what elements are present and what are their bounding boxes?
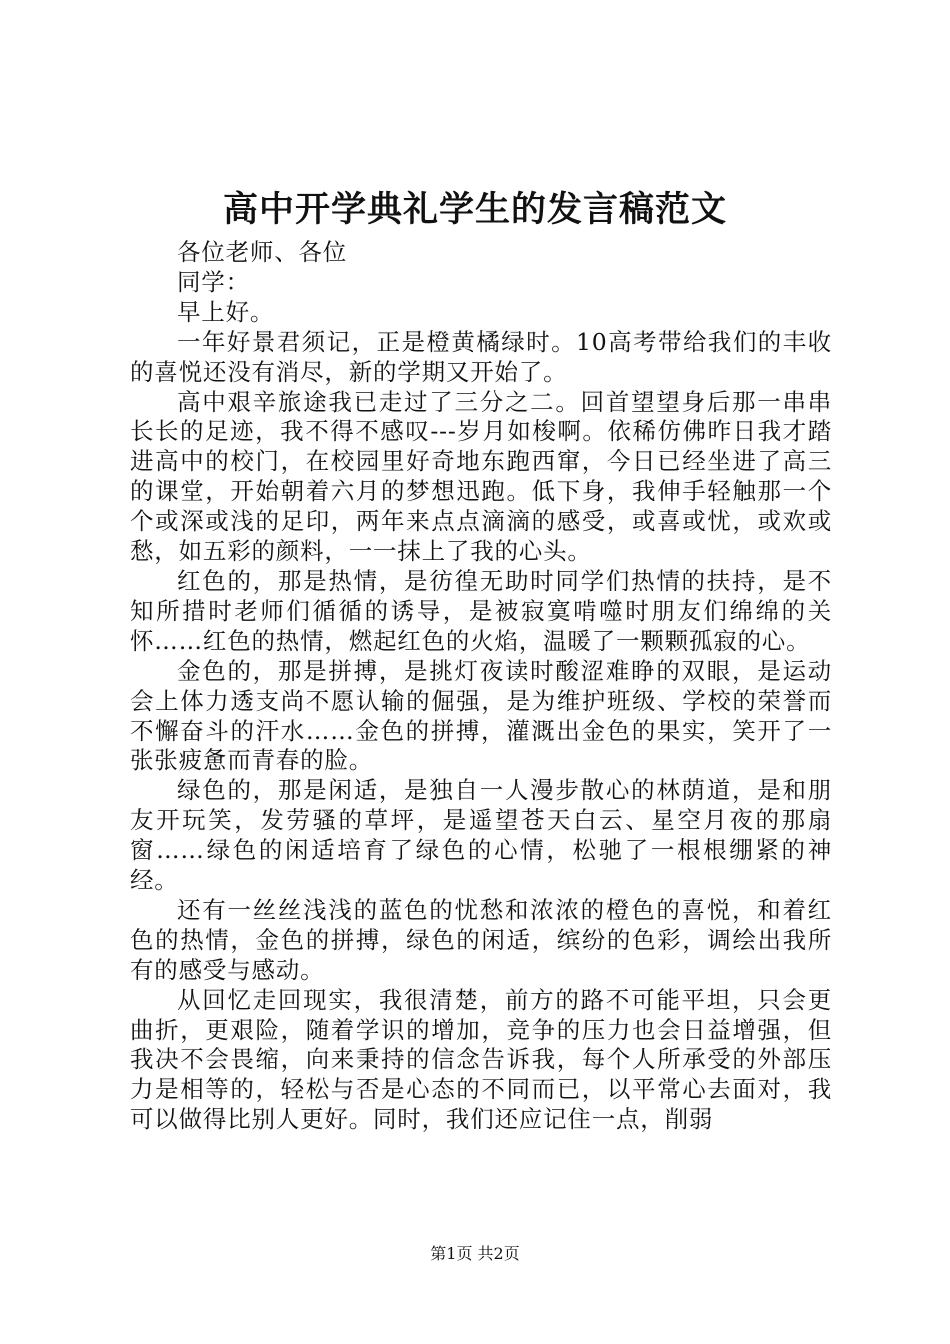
body-paragraph: 高中艰辛旅途我已走过了三分之二。回首望望身后那一串串长长的足迹，我不得不感叹---岁月如梭啊。依稀仿佛昨日我才踏进高中的校门，在校园里好奇地东跑西窜，今日已经坐进了高三的课堂，开始朝着六月的梦想迅跑。低下身，我伸手轻触那一个个或深或浅的足印，两年来点点滴滴的感受，或喜或忧，或欢或愁，如五彩的颜料，一一抹上了我的心头。: [130, 387, 832, 566]
body-paragraph: 绿色的，那是闲适，是独自一人漫步散心的林荫道，是和朋友开玩笑，发劳骚的草坪，是遥望苍天白云、星空月夜的那扇窗……绿色的闲适培育了绿色的心情，松驰了一根根绷紧的神经。: [130, 776, 832, 895]
document-title: 高中开学典礼学生的发言稿范文: [222, 189, 727, 230]
body-paragraph: 红色的，那是热情，是彷徨无助时同学们热情的扶持，是不知所措时老师们循循的诱导，是被寂寞啃噬时朋友们绵绵的关怀……红色的热情，燃起红色的火焰，温暖了一颗颗孤寂的心。: [130, 566, 832, 655]
body-paragraph: 金色的，那是拼搏，是挑灯夜读时酸涩难睁的双眼，是运动会上体力透支尚不愿认输的倔强，是为维护班级、学校的荣誉而不懈奋斗的汗水……金色的拼搏，灌溉出金色的果实，笑开了一张张疲惫而青春的脸。: [130, 656, 832, 775]
document-body: [130, 238, 832, 1135]
body-paragraph: 还有一丝丝浅浅的蓝色的忧愁和浓浓的橙色的喜悦，和着红色的热情，金色的拼搏，绿色的闲适，缤纷的色彩，调绘出我所有的感受与感动。: [130, 895, 832, 984]
body-paragraph: 从回忆走回现实，我很清楚，前方的路不可能平坦，只会更曲折，更艰险，随着学识的增加，竞争的压力也会日益增强，但我决不会畏缩，向来秉持的信念告诉我，每个人所承受的外部压力是相等的，轻松与否是心态的不同而已，以平常心去面对，我可以做得比别人更好。同时，我们还应记住一点，削弱: [130, 985, 832, 1134]
salutation-line-1: 各位老师、各位: [177, 238, 348, 266]
page-number-footer: 第1页 共2页: [430, 1244, 520, 1263]
greeting: 早上好。: [177, 297, 275, 326]
body-paragraph: 一年好景君须记，正是橙黄橘绿时。10高考带给我们的丰收的喜悦还没有消尽，新的学期又开始了。: [130, 327, 832, 386]
salutation-line-2: 同学：: [177, 267, 250, 296]
